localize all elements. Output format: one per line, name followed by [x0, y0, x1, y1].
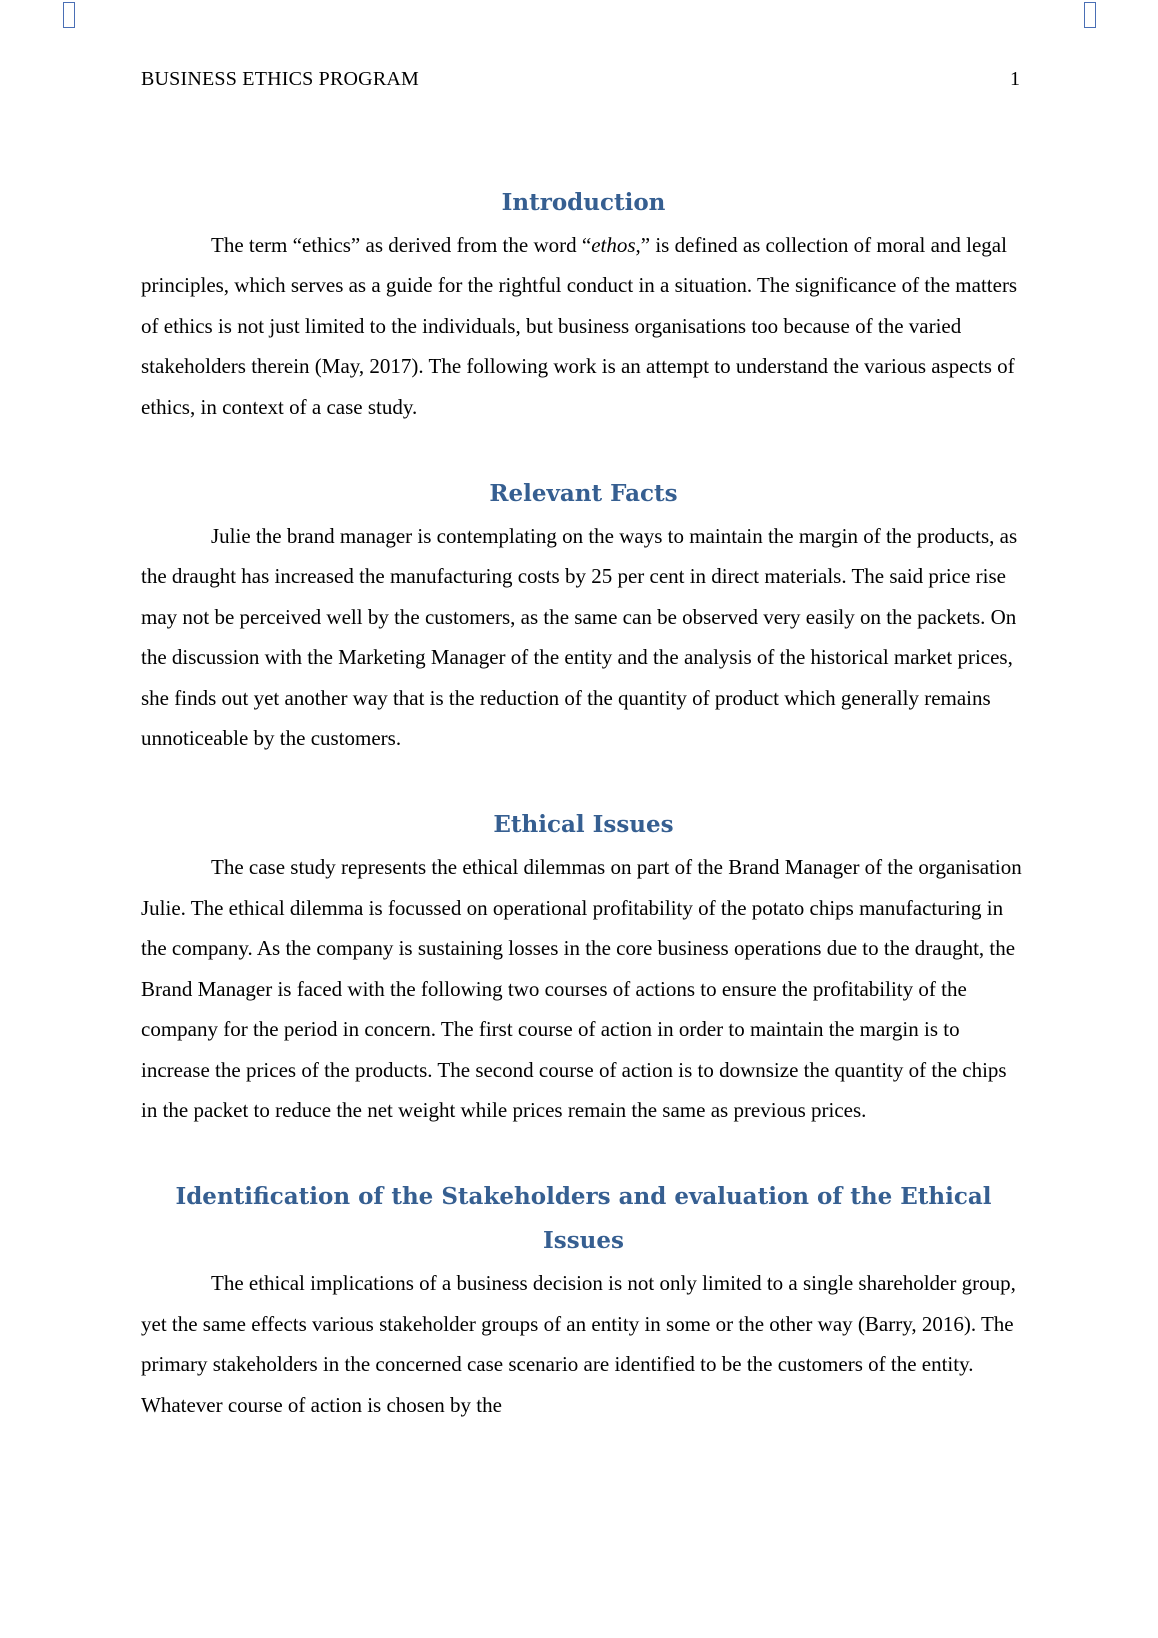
paragraph-relevant-facts: Julie the brand manager is contemplating on the ways to maintain the margin of the products, as the draught has increased the manufacturing costs by 25 per cent in direct materials. The said price rise may not be perceived well by the customers, as the same can be observed very easily on the packets. On the discussion with the Marketing Manager of the entity and the analysis of the historical market prices, she finds out yet another way that is the reduction of the quantity of product which generally remains unnoticeable by the customers.: [141, 524, 1018, 751]
introduction-text-part1: The term “ethics” as derived from the word “: [211, 233, 592, 257]
paragraph-stakeholders: The ethical implications of a business decision is not only limited to a single shareholder group, yet the same effects various stakeholder groups of an entity in some or the other way (Barry, 2016). The primary stakeholders in the concerned case scenario are identified to be the customers of the entity. Whatever course of action is chosen by the: [141, 1271, 1016, 1417]
introduction-text-part2: ,” is defined as collection of moral and legal principles, which serves as a guide for the rightful conduct in a situation. The significance of the matters of ethics is not just limited to the individuals, but business organisations too because of the varied stakeholders therein (May, 2017). The following work is an attempt to understand the various aspects of ethics, in context of a case study.: [141, 233, 1018, 419]
heading-stakeholders: Identification of the Stakeholders and evaluation of the Ethical Issues: [175, 1183, 992, 1255]
header-right-corner-mark: [1084, 2, 1096, 28]
heading-ethical-issues: Ethical Issues: [493, 811, 674, 839]
paragraph-introduction: [141, 225, 1026, 427]
running-head: BUSINESS ETHICS PROGRAM: [141, 68, 419, 90]
section-spacer: [141, 1130, 1026, 1175]
section-spacer: [141, 758, 1026, 803]
introduction-emphasis-ethos: ethos: [591, 233, 636, 257]
heading-introduction: Introduction: [501, 189, 666, 216]
document-body: [141, 181, 1026, 1425]
header-left-corner-mark: [63, 2, 75, 28]
section-spacer: [141, 427, 1026, 472]
page-number: 1: [1010, 68, 1020, 90]
paragraph-ethical-issues: The case study represents the ethical dilemmas on part of the Brand Manager of the organisation Julie. The ethical dilemma is focussed on operational profitability of the potato chips manufacturing in the company. As the company is sustaining losses in the core business operations due to the draught, the Brand Manager is faced with the following two courses of actions to ensure the profitability of the company for the period in concern. The first course of action in order to maintain the margin is to increase the prices of the products. The second course of action is to downsize the quantity of the chips in the packet to reduce the net weight while prices remain the same as previous prices.: [141, 855, 1022, 1122]
heading-relevant-facts: Relevant Facts: [489, 480, 678, 508]
